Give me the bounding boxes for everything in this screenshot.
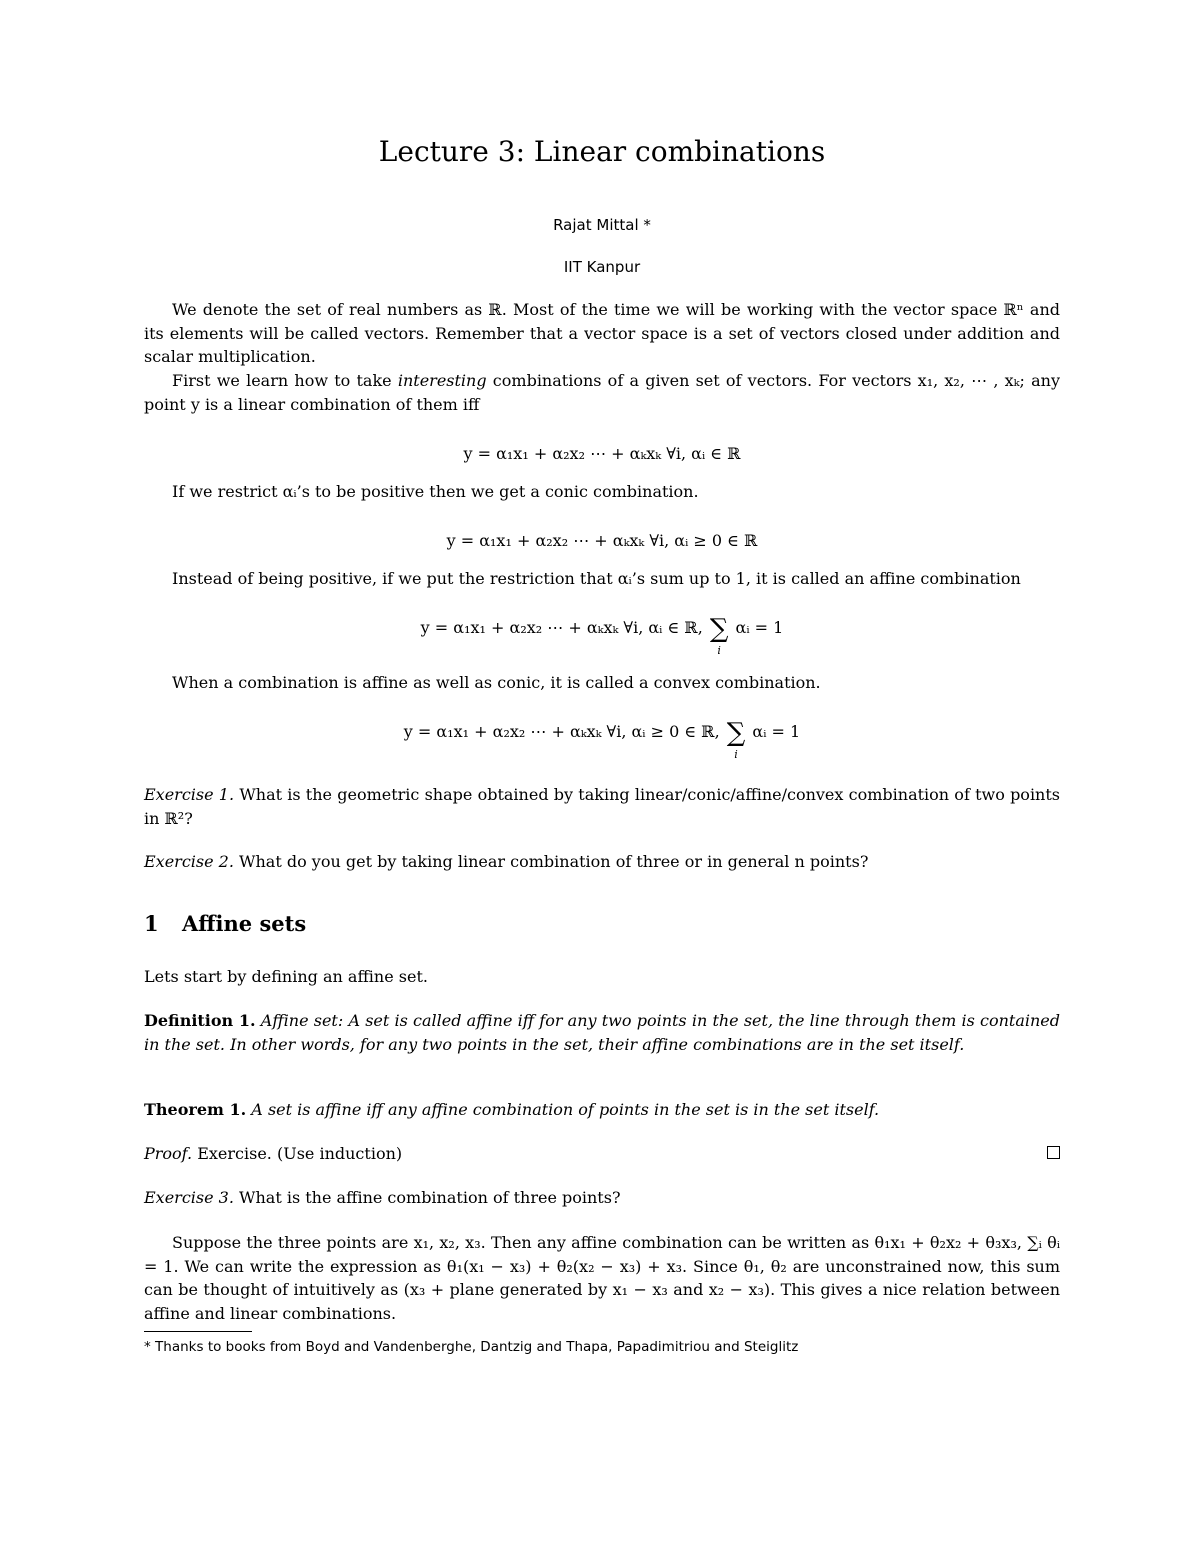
exercise-text: What do you get by taking linear combination of three or in general n points? (239, 852, 869, 871)
section-number: 1 (144, 911, 159, 936)
affine-linear-relation-paragraph: Suppose the three points are x₁, x₂, x₃. Then any affine combination can be written as θ₁x₁ + θ₂x₂ + θ₃x₃, ∑ᵢ θᵢ = 1. We can write the expression as θ₁(x₁ − x₃) + θ₂(x₂ − x₃) + x₃. Since θ₁, θ₂ are unconstrained now, this sum can be thought of intuitively as (x₃ + plane generated by x₁ − x₃ and x₂ − x₃). This gives a nice relation between affine and linear combinations. (144, 1233, 1060, 1323)
exercise-label: Exercise 3. (144, 1188, 234, 1207)
definition-text: Affine set: A set is called affine iff for any two points in the set, the line through them is contained in the set. In other words, for any two points in the set, their affine combinations are in the set itself. (144, 1011, 1060, 1054)
convex-intro: When a combination is affine as well as conic, it is called a convex combination. (172, 673, 821, 692)
exercise-3 (144, 1186, 1060, 1210)
convex-equation-rhs: αᵢ = 1 (752, 722, 801, 741)
footnote: * Thanks to books from Boyd and Vandenberghe, Dantzig and Thapa, Papadimitriou and Steiglitz (144, 1339, 799, 1355)
definition-label: Definition 1. (144, 1011, 256, 1030)
combination-text-b: combinations of a given set of vectors. For vectors x₁, x₂, ⋯ , xₖ; any point y is a linear combination of them iff (144, 371, 1060, 414)
exercise-label: Exercise 2. (144, 852, 234, 871)
page-title: Lecture 3: Linear combinations (378, 135, 826, 168)
summation-symbol (709, 614, 729, 657)
combination-paragraph (144, 369, 1060, 416)
proof (144, 1142, 1060, 1166)
theorem-1 (144, 1098, 1060, 1122)
emphasis-interesting: interesting (397, 371, 487, 390)
footnote-rule (144, 1331, 252, 1332)
proof-label: Proof. (144, 1144, 193, 1163)
exercise-text: What is the affine combination of three points? (239, 1188, 621, 1207)
conic-combination-equation: y = α₁x₁ + α₂x₂ ⋯ + αₖxₖ ∀i, αᵢ ≥ 0 ∈ ℝ (446, 531, 758, 550)
convex-combination-equation (144, 718, 1060, 761)
summation-sign: ∑ (726, 718, 746, 748)
section-intro: Lets start by defining an affine set. (144, 967, 428, 986)
affiliation: IIT Kanpur (563, 258, 641, 276)
section-title: Affine sets (182, 911, 307, 936)
section-heading (144, 910, 306, 938)
affine-equation-rhs: αᵢ = 1 (735, 618, 784, 637)
summation-index: i (734, 748, 738, 761)
author: Rajat Mittal * (553, 216, 651, 234)
convex-equation-lhs: y = α₁x₁ + α₂x₂ ⋯ + αₖxₖ ∀i, αᵢ ≥ 0 ∈ ℝ, (403, 722, 720, 741)
exercise-1 (144, 783, 1060, 830)
exercise-text: What is the geometric shape obtained by taking linear/conic/affine/convex combination of two points in ℝ²? (144, 785, 1061, 828)
definition-1 (144, 1009, 1060, 1056)
summation-index: i (717, 644, 721, 657)
proof-text: Exercise. (Use induction) (197, 1144, 403, 1163)
combination-text-a: First we learn how to take (172, 371, 398, 390)
theorem-text: A set is affine iff any affine combination of points in the set is in the set itself. (251, 1100, 880, 1119)
summation-sign: ∑ (709, 614, 729, 644)
affine-intro: Instead of being positive, if we put the restriction that αᵢ’s sum up to 1, it is called an affine combination (172, 569, 1021, 588)
exercise-2 (144, 850, 1060, 874)
linear-combination-equation: y = α₁x₁ + α₂x₂ ⋯ + αₖxₖ ∀i, αᵢ ∈ ℝ (463, 444, 741, 463)
affine-combination-equation (144, 614, 1060, 657)
affine-equation-lhs: y = α₁x₁ + α₂x₂ ⋯ + αₖxₖ ∀i, αᵢ ∈ ℝ, (420, 618, 703, 637)
intro-paragraph: We denote the set of real numbers as ℝ. Most of the time we will be working with the vector space ℝⁿ and its elements will be called vectors. Remember that a vector space is a set of vectors closed under addition and scalar multiplication. (144, 300, 1060, 366)
exercise-label: Exercise 1. (144, 785, 235, 804)
theorem-label: Theorem 1. (144, 1100, 247, 1119)
qed-box-icon (1047, 1146, 1060, 1159)
summation-symbol (726, 718, 746, 761)
conic-intro: If we restrict αᵢ’s to be positive then we get a conic combination. (172, 482, 699, 501)
paper-page (144, 0, 1060, 1553)
